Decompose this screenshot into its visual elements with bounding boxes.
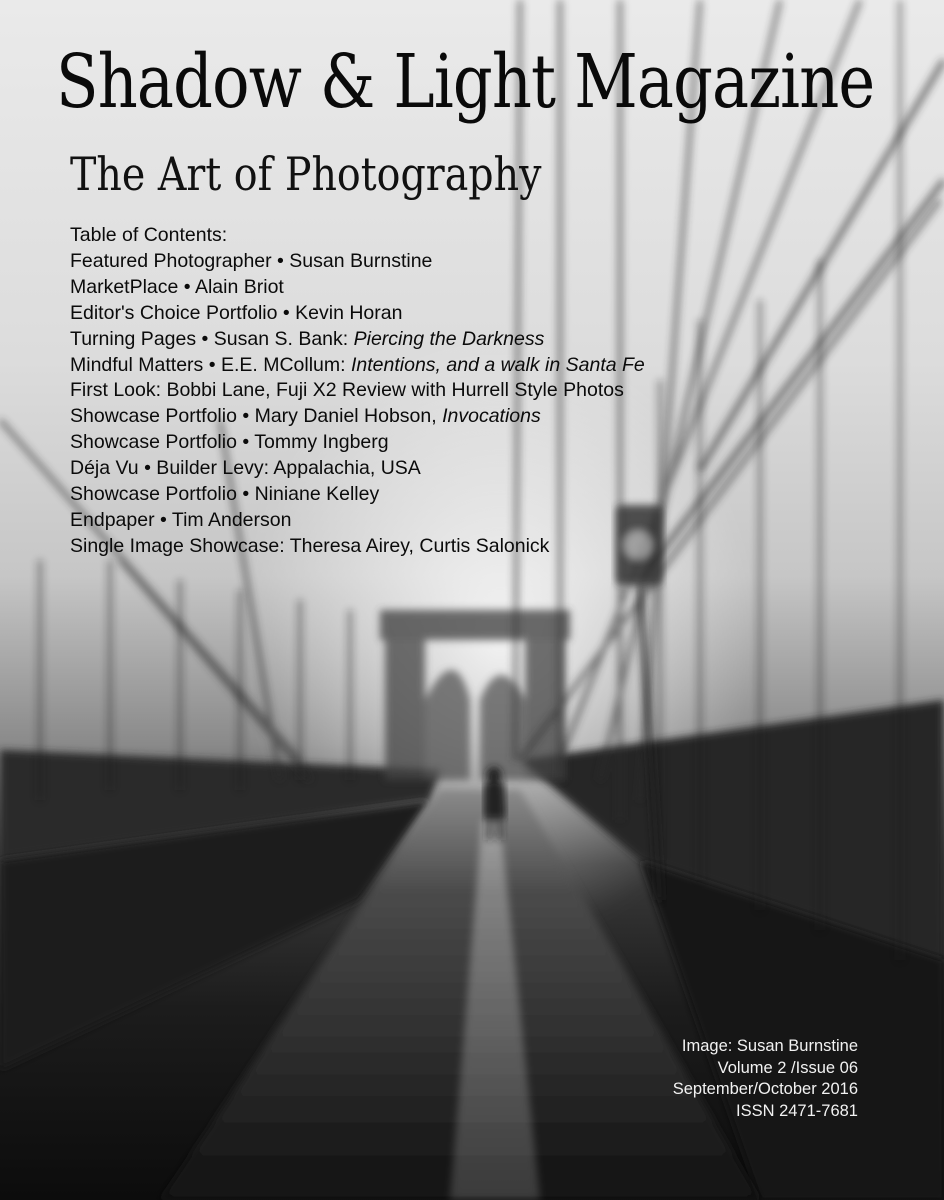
magazine-title: Shadow & Light Magazine <box>56 39 875 125</box>
toc-item: Turning Pages • Susan S. Bank: Piercing the Darkness <box>70 327 545 350</box>
toc-item: Featured Photographer • Susan Burnstine <box>70 249 433 272</box>
cover-credits <box>673 1036 858 1122</box>
toc-item: Showcase Portfolio • Tommy Ingberg <box>70 431 389 454</box>
toc-item: Editor's Choice Portfolio • Kevin Horan <box>70 301 403 324</box>
magazine-subtitle: The Art of Photography <box>70 147 542 201</box>
table-of-contents <box>70 223 645 560</box>
toc-heading: Table of Contents: <box>70 224 228 246</box>
toc-item: MarketPlace • Alain Briot <box>70 275 284 298</box>
toc-item: Showcase Portfolio • Niniane Kelley <box>70 483 380 506</box>
volume-issue: Volume 2 /Issue 06 <box>717 1058 858 1077</box>
issn-number: ISSN 2471-7681 <box>735 1101 858 1120</box>
image-credit: Image: Susan Burnstine <box>681 1037 858 1055</box>
issue-date: September/October 2016 <box>672 1080 858 1099</box>
toc-item: Endpaper • Tim Anderson <box>70 508 292 531</box>
toc-item: Déja Vu • Builder Levy: Appalachia, USA <box>70 457 421 480</box>
toc-item: Mindful Matters • E.E. MCollum: Intentions, and a walk in Santa Fe <box>70 353 645 376</box>
toc-item: First Look: Bobbi Lane, Fuji X2 Review with Hurrell Style Photos <box>70 379 624 402</box>
toc-item: Single Image Showcase: Theresa Airey, Curtis Salonick <box>70 534 550 557</box>
toc-item: Showcase Portfolio • Mary Daniel Hobson, Invocations <box>70 405 541 428</box>
